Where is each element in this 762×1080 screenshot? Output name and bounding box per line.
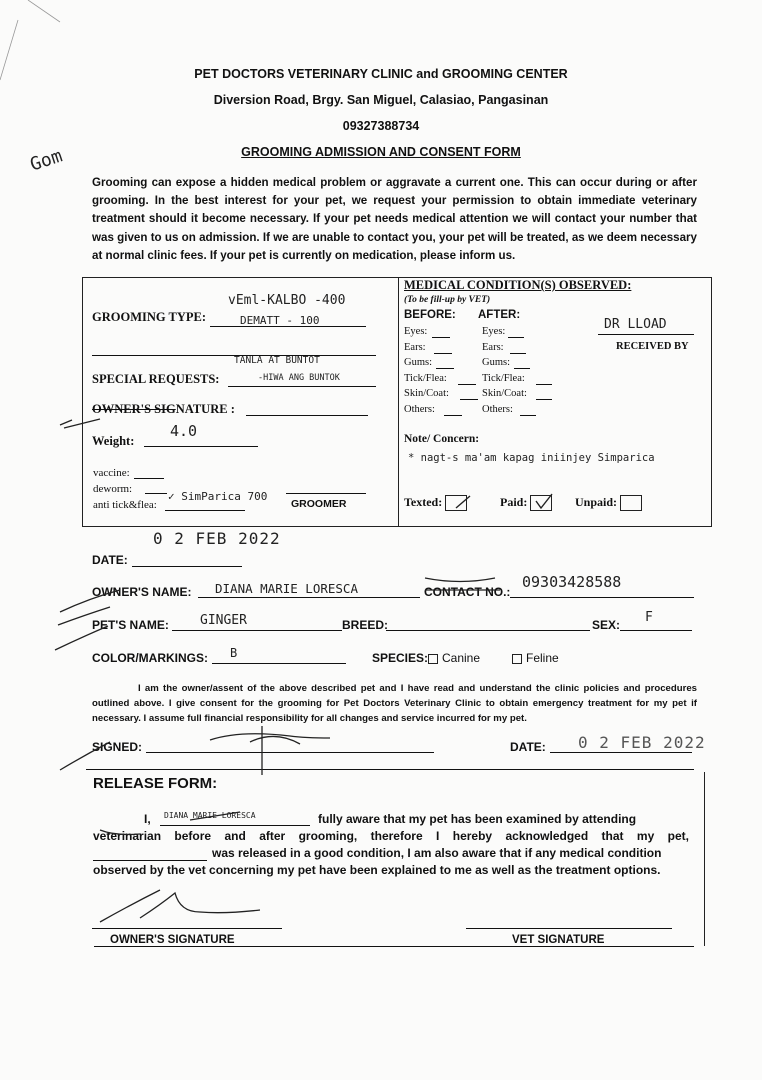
- release-line2: veterinarian before and after grooming, therefore I hereby acknowledged that my pet,: [93, 829, 689, 843]
- date-label: DATE:: [92, 553, 128, 567]
- grooming-type-value-2: DEMATT - 100: [240, 314, 320, 327]
- check-after-1: Ears:: [482, 341, 504, 353]
- check-after-4: Skin/Coat:: [482, 388, 527, 399]
- anti-tick-label: anti tick&flea:: [93, 499, 157, 511]
- contact-value: 09303428588: [522, 573, 622, 591]
- check-before-1: Ears:: [404, 341, 426, 353]
- release-line1: fully aware that my pet has been examined by attending: [318, 812, 637, 826]
- release-name-value: DIANA MARIE LORESCA: [164, 811, 256, 820]
- groomer-label: GROOMER: [291, 498, 347, 510]
- vaccine-label: vaccine:: [93, 467, 130, 479]
- sex-value: F: [645, 610, 653, 625]
- check-after-0: Eyes:: [482, 326, 506, 337]
- texted-text: Texted:: [404, 495, 443, 509]
- check-after-5: Others:: [482, 403, 513, 415]
- grooming-type-value-1: vEml-KALBO -400: [228, 293, 346, 308]
- sex-label: SEX:: [592, 618, 621, 632]
- check-after-3: Tick/Flea:: [482, 372, 525, 384]
- after-label: AFTER:: [478, 309, 521, 321]
- contact-label: CONTACT NO.:: [424, 585, 511, 599]
- feline-text: Feline: [526, 651, 559, 665]
- consent-paragraph: I am the owner/assent of the above described pet and I have read and understand the clinic policies and procedures outlined above. I give consent for the grooming for Pet Doctors Veterinary Clinic to obtain emergency treatment for my pet if necessary. I assume full financial responsibility for all changes and service incurred for my pet.: [92, 683, 697, 724]
- date-stamp: 0 2 FEB 2022: [153, 529, 281, 548]
- anti-tick-value: ✓ SimParica 700: [168, 490, 268, 503]
- medical-subtitle: (To be fill-up by VET): [404, 295, 491, 305]
- form-title: GROOMING ADMISSION AND CONSENT FORM: [241, 145, 521, 159]
- clinic-name: PET DOCTORS VETERINARY CLINIC and GROOMING CENTER: [194, 67, 568, 81]
- received-by-value: DR LLOAD: [604, 317, 667, 332]
- pet-name-value: GINGER: [200, 613, 247, 628]
- signed-label: SIGNED:: [92, 740, 143, 754]
- medical-title: MEDICAL CONDITION(S) OBSERVED:: [404, 278, 632, 292]
- special-requests-value-2: -HIWA ANG BUNTOK: [258, 373, 340, 383]
- paid-text: Paid:: [500, 495, 528, 509]
- release-owner-signature-label: OWNER'S SIGNATURE: [110, 934, 235, 946]
- owner-signature-label-b: NATURE :: [175, 402, 235, 416]
- unpaid-text: Unpaid:: [575, 495, 618, 509]
- clinic-address: Diversion Road, Brgy. San Miguel, Calasiao, Pangasinan: [213, 93, 549, 107]
- release-line3: was released in a good condition, I am also aware that if any medical condition: [212, 846, 662, 860]
- check-before-5: Others:: [404, 403, 435, 415]
- release-i-label: I,: [144, 812, 151, 826]
- deworm-label: deworm:: [93, 483, 133, 495]
- special-requests-label: SPECIAL REQUESTS:: [92, 372, 220, 386]
- owner-name-value: DIANA MARIE LORESCA: [215, 581, 358, 596]
- release-line4: observed by the vet concerning my pet have been explained to me as well as the treatment options.: [93, 863, 661, 877]
- release-title: RELEASE FORM:: [93, 775, 218, 792]
- note-value: * nagt-s ma'am kapag iniinjey Simparica: [408, 452, 655, 464]
- consent-date-value: 0 2 FEB 2022: [578, 733, 706, 752]
- check-before-2: Gums:: [404, 357, 433, 368]
- canine-text: Canine: [442, 651, 481, 665]
- special-requests-value-1: TANLA AT BUNTOT: [234, 355, 320, 366]
- check-before-4: Skin/Coat:: [404, 388, 449, 399]
- note-label: Note/ Concern:: [404, 433, 480, 445]
- check-before-3: Tick/Flea:: [404, 372, 447, 384]
- margin-note: Gom: [27, 145, 65, 176]
- owner-signature-label-a: OWNER'S SIG: [92, 402, 176, 416]
- release-vet-signature-label: VET SIGNATURE: [512, 934, 605, 946]
- breed-label: BREED:: [342, 618, 389, 632]
- species-label: SPECIES:: [372, 651, 429, 665]
- check-before-0: Eyes:: [404, 326, 428, 337]
- before-label: BEFORE:: [404, 309, 456, 321]
- grooming-type-label: GROOMING TYPE:: [92, 310, 207, 324]
- clinic-phone: 09327388734: [342, 119, 420, 133]
- weight-value: 4.0: [170, 422, 198, 440]
- color-label: COLOR/MARKINGS:: [92, 651, 208, 665]
- weight-label: Weight:: [92, 434, 135, 448]
- color-value: B: [230, 646, 238, 660]
- intro-paragraph: Grooming can expose a hidden medical problem or aggravate a current one. This can occur during or after grooming. In the best interest for your pet, we request your permission to obtain immediate veterinary treatment should it become necessary. If your pet needs medical attention we will contact your number that was given to us on admission. If we are unable to contact you, your pet will be treated, as we deem necessary at normal clinic fees. If your pet is currently on medication, please inform us.: [92, 176, 697, 262]
- received-by-label: RECEIVED BY: [616, 341, 689, 352]
- check-after-2: Gums:: [482, 357, 511, 368]
- owner-name-label: OWNER'S NAME:: [92, 585, 192, 599]
- consent-date-label: DATE:: [510, 740, 546, 754]
- pet-name-label: PET'S NAME:: [92, 618, 169, 632]
